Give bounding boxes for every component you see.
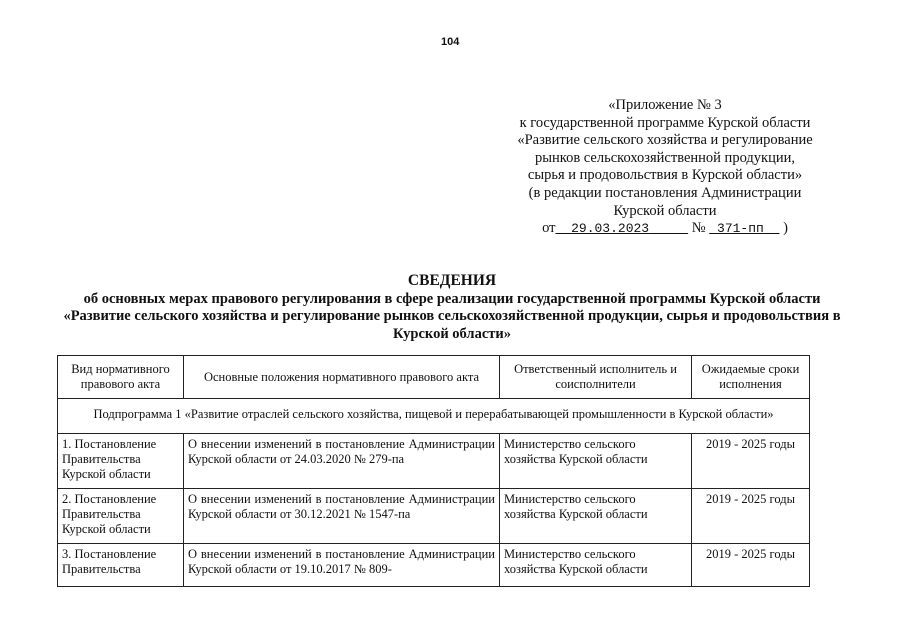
table-header-row [58,356,810,399]
table-row [58,434,810,489]
header-executor: Ответственный исполнитель и соисполнители [500,356,692,399]
term-cell: 2019 - 2025 годы [692,544,810,587]
provision-cell: О внесении изменений в постановление Администрации Курской области от 24.03.2020 № 279-па [184,434,500,489]
executor-cell: Министерство сельского хозяйства Курской области [500,434,692,489]
header-act-type: Вид нормативного правового акта [58,356,184,399]
appendix-line: (в редакции постановления Администрации [528,184,802,201]
term-cell: 2019 - 2025 годы [692,489,810,544]
executor-cell: Министерство сельского хозяйства Курской области [500,489,692,544]
subprogram-title: Подпрограмма 1 «Развитие отраслей сельского хозяйства, пищевой и перерабатывающей промышленности в Курской области» [58,399,810,434]
table-row [58,544,810,587]
header-provisions: Основные положения нормативного правового акта [184,356,500,399]
heading-subtitle: об основных мерах правового регулирования в сфере реализации государственной программы Курской области «Развитие сельского хозяйства и регулирование рынков сельскохозяйственной продукции, сырья и продовольствия в Курской области» [63,290,841,342]
appendix-note [480,97,850,238]
act-type-cell: 2. Постановление Правительства Курской области [58,489,184,544]
appendix-line: «Развитие сельского хозяйства и регулирование [517,132,813,149]
header-term: Ожидаемые сроки исполнения [692,356,810,399]
appendix-line: сырья и продовольствия в Курской области» [527,167,803,184]
page-number: 104 [441,36,460,48]
act-type-cell: 1. Постановление Правительства Курской области [58,434,184,489]
executor-cell: Министерство сельского хозяйства Курской области [500,544,692,587]
provision-cell: О внесении изменений в постановление Администрации Курской области от 19.10.2017 № 809- [184,544,500,587]
term-cell: 2019 - 2025 годы [692,434,810,489]
provision-cell: О внесении изменений в постановление Администрации Курской области от 30.12.2021 № 1547-па [184,489,500,544]
document-heading [62,272,842,343]
appendix-line: к государственной программе Курской области [519,114,811,131]
table-row [58,489,810,544]
date-prefix: от [542,220,556,237]
appendix-line: рынков сельскохозяйственной продукции, [535,149,795,166]
act-type-cell: 3. Постановление Правительства [58,544,184,587]
appendix-line: «Приложение № 3 [608,97,722,113]
measures-table [57,355,810,587]
heading-title: СВЕДЕНИЯ [407,272,497,289]
subprogram-row [58,399,810,434]
appendix-line: Курской области [613,202,717,219]
decree-date: 29.03.2023 [571,221,650,237]
closing-paren: ) [783,220,788,237]
number-prefix: № [691,220,706,237]
decree-number: 371-пп [717,221,764,237]
appendix-date-line [480,220,850,238]
